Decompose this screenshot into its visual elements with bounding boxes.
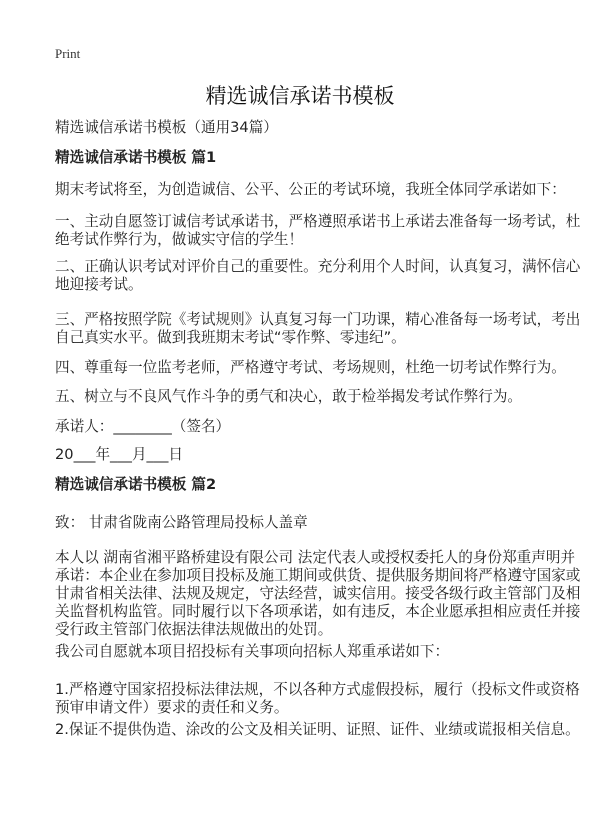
paragraph xyxy=(55,213,581,249)
text-line: 绝考试作弊行为，做诚实守信的学生！ xyxy=(55,231,304,248)
page-title: 精选诚信承诺书模板 xyxy=(205,84,395,108)
text-line: 三、严格按照学院《考试规则》认真复习每一门功课，精心准备每一场考试，考出 xyxy=(55,311,581,328)
paragraph xyxy=(55,258,581,294)
section-heading-1: 精选诚信承诺书模板 篇1 xyxy=(55,149,217,166)
paragraph: 致： 甘肃省陇南公路管理局投标人盖章 xyxy=(55,514,308,531)
text-line: 二、正确认识考试对评价自己的重要性。充分利用个人时间，认真复习，满怀信心 xyxy=(55,258,581,275)
text-line: 一、主动自愿签订诚信考试承诺书，严格遵照承诺书上承诺去准备每一场考试，杜 xyxy=(55,213,581,230)
text-line: 本人以 湖南省湘平路桥建设有限公司 法定代表人或授权委托人的身份郑重声明并 xyxy=(55,549,576,566)
print-link[interactable]: Print xyxy=(55,46,81,61)
text-line: 1.严格遵守国家招投标法律法规，不以各种方式虚假投标，履行（投标文件或资格 xyxy=(55,681,580,698)
text-line: 地迎接考试。 xyxy=(55,276,143,293)
paragraph: 五、树立与不良风气作斗争的勇气和决心，敢于检举揭发考试作弊行为。 xyxy=(55,388,523,405)
section-heading-2: 精选诚信承诺书模板 篇2 xyxy=(55,476,217,493)
paragraph: 我公司自愿就本项目招投标有关事项向招标人郑重承诺如下： xyxy=(55,643,450,660)
paragraph: 四、尊重每一位监考老师，严格遵守考试、考场规则，杜绝一切考试作弊行为。 xyxy=(55,359,566,376)
text-line: 关监督机构监管。同时履行以下各项承诺，如有违反，本企业愿承担相应责任并接 xyxy=(55,603,581,620)
subtitle: 精选诚信承诺书模板（通用34篇） xyxy=(55,119,278,136)
text-line: 甘肃省相关法律、法规及规定，守法经营，诚实信用。接受各级行政主管部门及相 xyxy=(55,585,581,602)
paragraph: 期末考试将至，为创造诚信、公平、公正的考试环境，我班全体同学承诺如下： xyxy=(55,181,566,198)
paragraph xyxy=(55,681,580,717)
text-line: 自己真实水平。做到我班期末考试“零作弊、零违纪”。 xyxy=(55,329,406,346)
paragraph xyxy=(55,311,581,347)
date-line: 20___年___月___日 xyxy=(55,446,184,463)
paragraph: 2.保证不提供伪造、涂改的公文及相关证明、证照、证件、业绩或谎报相关信息。 xyxy=(55,721,580,738)
text-line: 承诺：本企业在参加项目投标及施工期间或供货、提供服务期间将严格遵守国家或 xyxy=(55,567,581,584)
text-line: 预审申请文件）要求的责任和义务。 xyxy=(55,699,289,716)
signer-line: 承诺人：________（签名） xyxy=(55,418,231,435)
paragraph xyxy=(55,549,581,639)
text-line: 受行政主管部门依据法律法规做出的处罚。 xyxy=(55,621,333,638)
